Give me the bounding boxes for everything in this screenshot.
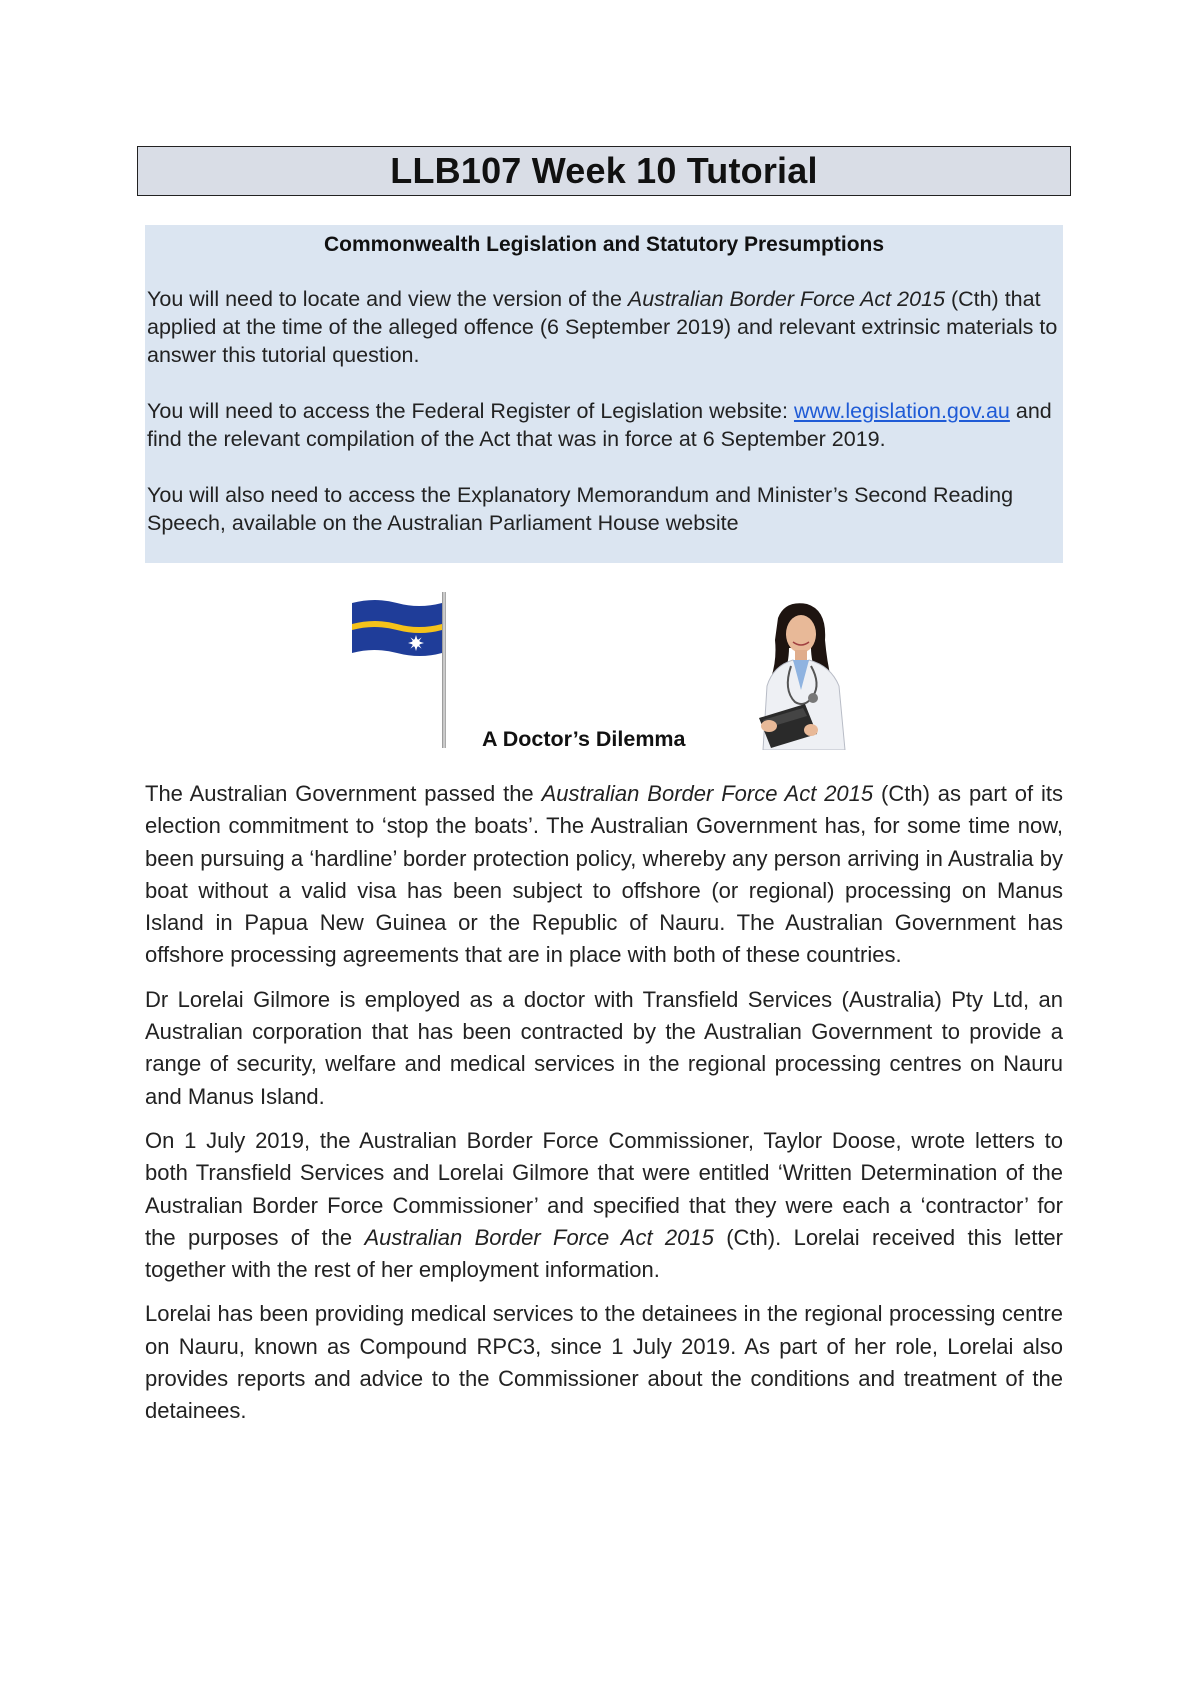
text-span: On 1 July 2019, the Australian Border Force Commissioner, Taylor Doose, wrote letters to both Transfield Services and Lorelai Gilmore that were entitled ‘Written Determination of the Australian Border Force Commissioner’ and specified that they were each a ‘contractor’ for the purposes of the — [145, 1127, 1063, 1250]
act-name: Australian Border Force Act 2015 — [541, 781, 874, 806]
instructions-box — [145, 225, 1063, 563]
legislation-link[interactable]: www.legislation.gov.au — [793, 399, 1010, 423]
scenario-title: A Doctor’s Dilemma — [482, 727, 686, 751]
text-span: (Cth) as part of its election commitment to ‘stop the boats’. The Australian Government has, for some time now, been pursuing a ‘hardline’ border protection policy, whereby any person arriving in Australia by boat without a valid visa has been subject to offshore (or regional) processing on Manus Island in Papua New Guinea or the Republic of Nauru. The Australian Government has offshore processing agreements that are in place with both of these countries. — [145, 781, 1063, 968]
scenario-body — [145, 778, 1063, 1440]
scenario-paragraph-4: Lorelai has been providing medical services to the detainees in the regional processing centre on Nauru, known as Compound RPC3, since 1 July 2019. As part of her role, Lorelai also provides reports and advice to the Commissioner about the conditions and treatment of the detainees. — [145, 1301, 1063, 1424]
text-span: The Australian Government passed the — [145, 781, 542, 806]
scenario-paragraph-3 — [145, 1125, 1063, 1286]
instructions-paragraph-2 — [147, 397, 1061, 453]
act-name: Australian Border Force Act 2015 — [627, 287, 945, 311]
text-span: (Cth) that applied at the time of the alleged offence (6 September 2019) and relevant extrinsic materials to answer this tutorial question. — [147, 287, 1058, 367]
doctor-illustration-icon — [745, 600, 855, 750]
instructions-paragraph-3: You will also need to access the Explanatory Memorandum and Minister’s Second Reading Speech, available on the Australian Parliament House website — [147, 483, 1014, 535]
act-name: Australian Border Force Act 2015 — [364, 1224, 714, 1250]
text-span: You will need to locate and view the version of the — [147, 287, 628, 311]
instructions-paragraph-1 — [147, 285, 1061, 369]
title-box — [137, 146, 1071, 196]
text-span: (Cth). Lorelai received this letter together with the rest of her employment information. — [145, 1224, 1063, 1283]
scenario-paragraph-1 — [145, 778, 1063, 972]
text-span: You will need to access the Federal Register of Legislation website: — [147, 399, 794, 423]
nauru-flag-icon — [350, 597, 443, 659]
page-title: LLB107 Week 10 Tutorial — [390, 150, 818, 191]
text-span: and find the relevant compilation of the Act that was in force at 6 September 2019. — [147, 399, 1052, 451]
instructions-heading: Commonwealth Legislation and Statutory Presumptions — [323, 233, 885, 256]
scenario-paragraph-2: Dr Lorelai Gilmore is employed as a doctor with Transfield Services (Australia) Pty Ltd, an Australian corporation that has been contracted by the Australian Government to provide a range of security, welfare and medical services in the regional processing centres on Nauru and Manus Island. — [145, 986, 1063, 1109]
